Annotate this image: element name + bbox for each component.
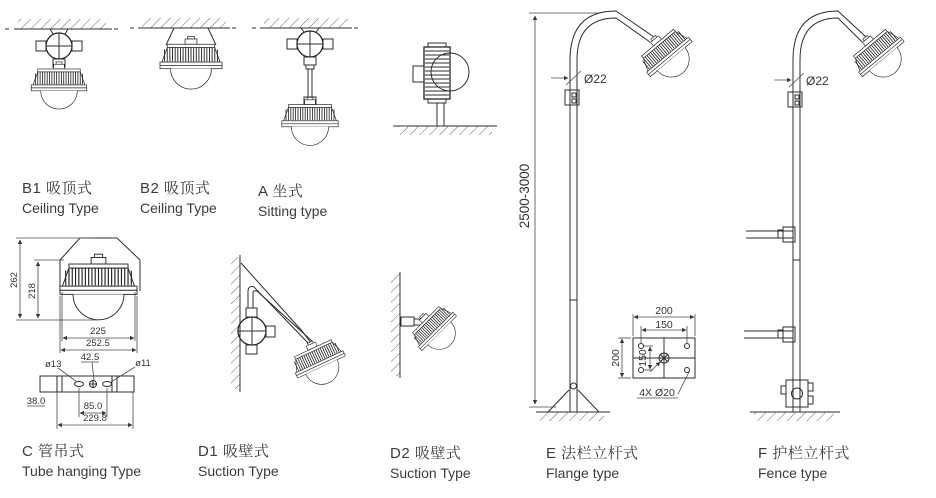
pole-base-clamp	[781, 380, 813, 407]
c-front-dimension-drawing	[9, 238, 140, 353]
fence-rail-lower	[744, 327, 795, 342]
label-c-en: Tube hanging Type	[22, 462, 142, 479]
d2-suction-type-illustration	[391, 272, 468, 378]
label-f-en: Fence type	[758, 464, 828, 481]
label-b1-zh: B1 吸顶式	[22, 180, 93, 197]
dim-overall-width: 252.5	[86, 338, 110, 349]
label-a	[258, 183, 327, 220]
label-e-en: Flange type	[546, 464, 620, 481]
dim-flange-hole-span-w: 150	[655, 319, 673, 331]
dim-body-height: 218	[27, 283, 38, 299]
dim-pole-diameter-e: Ø22	[584, 72, 607, 86]
d1-junction-box	[238, 308, 275, 354]
f-fence-type-illustration	[744, 11, 916, 421]
label-d2	[390, 445, 471, 482]
label-c	[22, 443, 141, 480]
a-sitting-type-pole-view	[393, 43, 497, 135]
fence-rail-upper	[746, 227, 795, 242]
label-d1-en: Suction Type	[198, 462, 279, 479]
d1-suction-type-illustration	[231, 255, 353, 394]
a-sitting-type-hanging-view	[252, 18, 360, 145]
label-b2-en: Ceiling Type	[140, 199, 217, 216]
dim-flange-height: 200	[610, 349, 622, 367]
label-d1-zh: D1 吸壁式	[198, 443, 270, 460]
label-f-zh: F 护栏立杆式	[758, 445, 850, 462]
c-bracket-dimension-drawing	[27, 352, 151, 429]
label-d2-zh: D2 吸壁式	[390, 445, 462, 462]
dim-flange-hole-span-h: 150	[637, 349, 649, 367]
dim-hole-spacing: 85.0	[83, 401, 103, 412]
label-c-zh: C 管吊式	[22, 443, 85, 460]
label-d2-en: Suction Type	[390, 464, 471, 481]
dim-overall-height: 262	[9, 272, 20, 288]
b1-ceiling-type-illustration	[5, 19, 121, 109]
dim-body-width: 225	[90, 326, 106, 337]
dim-pole-diameter-f: Ø22	[806, 74, 829, 88]
dim-flange-width: 200	[655, 305, 673, 317]
dim-center-offset: 42.5	[80, 352, 100, 363]
label-a-zh: A 坐式	[258, 183, 304, 200]
dim-pole-height: 2500-3000	[517, 163, 532, 229]
a-junction-box	[287, 28, 333, 69]
b2-ceiling-type-illustration	[130, 18, 238, 89]
label-e	[546, 445, 639, 482]
dim-left-hole: ø13	[45, 359, 62, 370]
label-b1-en: Ceiling Type	[22, 199, 99, 216]
label-b2-zh: B2 吸顶式	[140, 180, 211, 197]
label-e-zh: E 法栏立杆式	[546, 445, 639, 462]
label-f	[758, 445, 850, 482]
dim-length: 229.8	[83, 413, 107, 424]
label-a-en: Sitting type	[258, 202, 328, 219]
dim-thickness: 38.0	[26, 396, 46, 407]
label-b2	[140, 180, 217, 217]
dim-right-hole: ø11	[135, 358, 151, 369]
label-d1	[198, 443, 279, 480]
e-flange-plate-detail	[610, 305, 695, 399]
dim-flange-bolt-holes: 4X Ø20	[639, 387, 675, 399]
label-b1	[22, 180, 99, 217]
